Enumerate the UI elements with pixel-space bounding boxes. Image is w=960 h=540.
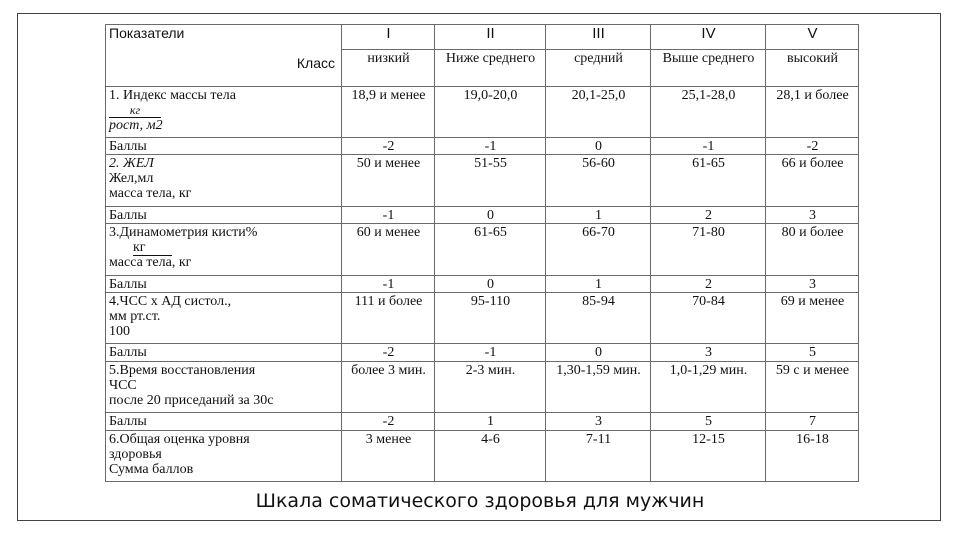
score-label: Баллы xyxy=(106,275,342,292)
score-row xyxy=(106,413,859,430)
indicator-label-line: 1. Индекс массы тела xyxy=(109,87,236,103)
indicator-row-overall-score xyxy=(106,430,859,481)
class-header: IV xyxy=(651,25,766,50)
class-label-cell xyxy=(106,49,342,86)
indicator-value: 20,1-25,0 xyxy=(546,86,651,137)
class-header: II xyxy=(435,25,546,50)
score-row xyxy=(106,137,859,154)
indicator-value: более 3 мин. xyxy=(342,361,435,412)
indicator-label xyxy=(106,155,342,206)
indicator-value: 25,1-28,0 xyxy=(651,86,766,137)
level-header: Ниже среднего xyxy=(435,49,546,86)
indicator-label-line: масса тела, кг xyxy=(109,186,192,202)
score-value: 3 xyxy=(766,275,859,292)
health-scale-table-wrapper xyxy=(105,24,858,482)
class-header: I xyxy=(342,25,435,50)
score-value: 3 xyxy=(546,413,651,430)
indicator-value: 60 и менее xyxy=(342,224,435,275)
score-value: -1 xyxy=(435,137,546,154)
score-value: -2 xyxy=(766,137,859,154)
indicators-header xyxy=(106,25,342,50)
indicator-label xyxy=(106,361,342,412)
level-header: высокий xyxy=(766,49,859,86)
score-value: -1 xyxy=(435,344,546,361)
indicator-row-dynamometry xyxy=(106,224,859,275)
score-value: 5 xyxy=(651,413,766,430)
indicator-value: 4-6 xyxy=(435,430,546,481)
indicator-value: 66-70 xyxy=(546,224,651,275)
slide-caption: Шкала соматического здоровья для мужчин xyxy=(255,490,705,512)
indicator-label-line: здоровья xyxy=(109,446,162,462)
score-label: Баллы xyxy=(106,344,342,361)
score-value: 1 xyxy=(546,275,651,292)
indicator-value: 85-94 xyxy=(546,293,651,344)
class-header: V xyxy=(766,25,859,50)
score-label: Баллы xyxy=(106,137,342,154)
indicator-label-line: кг xyxy=(133,240,172,256)
header-row-levels xyxy=(106,49,859,86)
score-value: -2 xyxy=(342,137,435,154)
score-row xyxy=(106,344,859,361)
indicator-value: 1,0-1,29 мин. xyxy=(651,361,766,412)
indicator-value: 12-15 xyxy=(651,430,766,481)
indicator-value: 1,30-1,59 мин. xyxy=(546,361,651,412)
indicator-value: 95-110 xyxy=(435,293,546,344)
score-value: 0 xyxy=(435,275,546,292)
health-scale-table xyxy=(105,24,859,482)
score-value: -2 xyxy=(342,413,435,430)
score-value: 0 xyxy=(546,344,651,361)
indicator-value: 28,1 и более xyxy=(766,86,859,137)
score-label: Баллы xyxy=(106,413,342,430)
score-value: 5 xyxy=(766,344,859,361)
indicator-label-line: 5.Время восстановления xyxy=(109,362,256,378)
indicator-label xyxy=(106,86,342,137)
indicator-label-line: мм рт.ст. xyxy=(109,309,161,324)
indicator-label-line: Жел,мл xyxy=(109,171,154,187)
indicator-value: 61-65 xyxy=(651,155,766,206)
indicator-row-vital-capacity xyxy=(106,155,859,206)
indicator-value: 59 с и менее xyxy=(766,361,859,412)
score-value: -2 xyxy=(342,344,435,361)
indicator-value: 16-18 xyxy=(766,430,859,481)
indicator-value: 66 и более xyxy=(766,155,859,206)
indicator-value: 51-55 xyxy=(435,155,546,206)
indicator-value: 50 и менее xyxy=(342,155,435,206)
score-value: -1 xyxy=(342,206,435,223)
indicator-value: 71-80 xyxy=(651,224,766,275)
indicator-value: 70-84 xyxy=(651,293,766,344)
level-header: средний xyxy=(546,49,651,86)
level-header: Выше среднего xyxy=(651,49,766,86)
score-row xyxy=(106,275,859,292)
score-value: -1 xyxy=(342,275,435,292)
score-value: 2 xyxy=(651,275,766,292)
fraction-numerator: кг xyxy=(109,104,161,118)
indicator-label xyxy=(106,293,342,344)
indicator-label xyxy=(106,224,342,275)
indicator-label-line: ЧСС xyxy=(109,377,137,393)
indicator-value: 61-65 xyxy=(435,224,546,275)
indicator-label-line: 2. ЖЕЛ xyxy=(109,156,154,172)
score-value: 1 xyxy=(546,206,651,223)
indicator-label-line: масса тела, кг xyxy=(109,255,192,271)
level-header: низкий xyxy=(342,49,435,86)
indicator-value: 111 и более xyxy=(342,293,435,344)
score-value: 0 xyxy=(435,206,546,223)
indicator-label-line: 4.ЧСС х АД систол., xyxy=(109,294,232,309)
indicator-row-recovery-time xyxy=(106,361,859,412)
score-value: 7 xyxy=(766,413,859,430)
indicator-label-line: 3.Динамометрия кисти% xyxy=(109,225,258,241)
indicator-value: 3 менее xyxy=(342,430,435,481)
fraction-denominator: рост, м2 xyxy=(109,117,163,133)
indicator-value: 19,0-20,0 xyxy=(435,86,546,137)
indicators-header-text: Показатели xyxy=(109,25,185,41)
indicator-label-line: после 20 приседаний за 30с xyxy=(109,392,274,408)
indicator-value: 18,9 и менее xyxy=(342,86,435,137)
header-row-classes xyxy=(106,25,859,50)
indicator-row-bmi xyxy=(106,86,859,137)
score-value: 3 xyxy=(651,344,766,361)
score-value: 2 xyxy=(651,206,766,223)
indicator-value: 2-3 мин. xyxy=(435,361,546,412)
score-value: 0 xyxy=(546,137,651,154)
indicator-label-line: 6.Общая оценка уровня xyxy=(109,431,250,447)
class-label: Класс xyxy=(296,55,335,72)
score-value: -1 xyxy=(651,137,766,154)
indicator-label xyxy=(106,430,342,481)
indicator-value: 7-11 xyxy=(546,430,651,481)
score-value: 1 xyxy=(435,413,546,430)
indicator-row-hr-bp xyxy=(106,293,859,344)
indicator-value: 69 и менее xyxy=(766,293,859,344)
class-header: III xyxy=(546,25,651,50)
score-value: 3 xyxy=(766,206,859,223)
indicator-value: 80 и более xyxy=(766,224,859,275)
score-label: Баллы xyxy=(106,206,342,223)
indicator-value: 56-60 xyxy=(546,155,651,206)
indicator-label-line: Сумма баллов xyxy=(109,461,194,477)
score-row xyxy=(106,206,859,223)
indicator-label-line: 100 xyxy=(109,324,130,339)
